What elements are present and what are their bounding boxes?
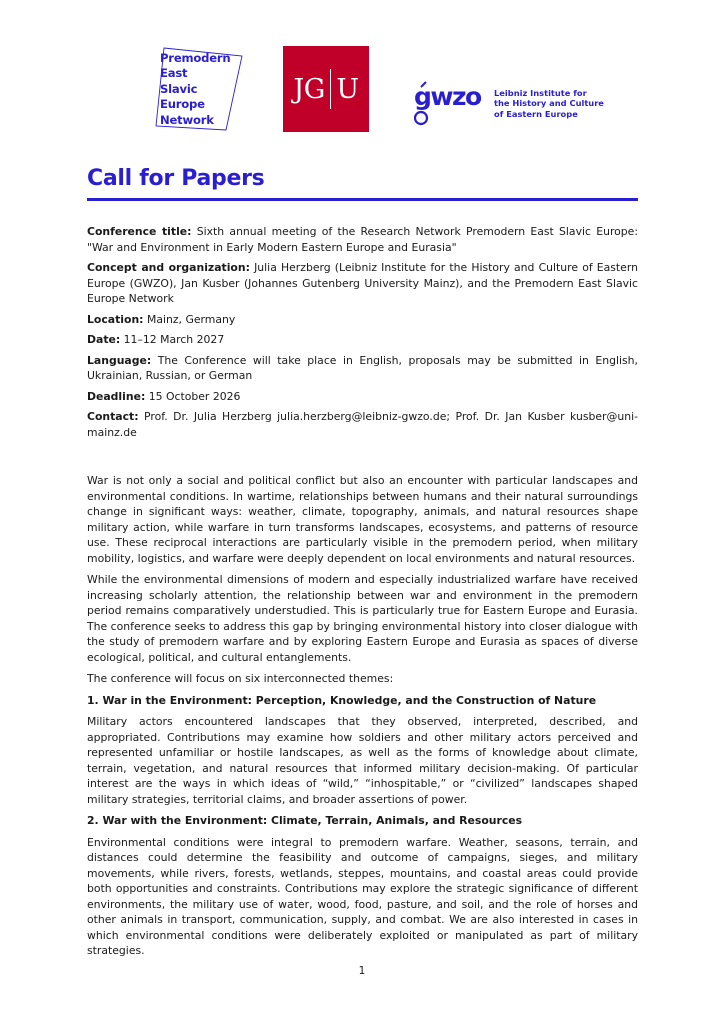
page-number: 1 [358,965,366,977]
meta-label: Contact: [87,410,139,423]
meta-contact [87,409,638,440]
meta-value: 11–12 March 2027 [123,333,225,346]
gwzo-logo-mark-icon [414,80,492,126]
meta-value: Prof. Dr. Julia Herzberg julia.herzberg@leibniz-gwzo.de; Prof. Dr. Jan Kusber kusber@uni-mainz.de [87,410,638,439]
meta-value: Julia Herzberg (Leibniz Institute for the History and Culture of Eastern Europe (GWZO), Jan Kusber (Johannes Gutenberg University Mainz), and the Premodern East Slavic Europe Network [87,261,638,305]
title-underline [87,198,638,201]
gwzo-logo-line: the History and Culture [494,98,604,109]
meta-label: Location: [87,312,144,326]
meta-label: Date: [87,333,121,346]
meta-date [87,332,638,348]
meta-label: Concept and organization: [87,261,250,274]
logo-line: Slavic [160,81,198,96]
jgu-logo-divider [330,69,332,109]
page-title: Call for Papers [87,166,265,191]
logo-line: Network [160,112,214,127]
theme-heading: 1. War in the Environment: Perception, Knowledge, and the Construction of Nature [87,693,597,707]
body-paragraph: War is not only a social and political conflict but also an encounter with particular landscapes and environmental conditions. In wartime, relationships between humans and their natural surroundings change in significant ways: weather, climate, topography, animals, and natural resources shape military action, while warfare in turn transforms landscapes, ecosystems, and patterns of resource use. These reciprocal interactions are particularly visible in the premodern period, when military mobility, logistics, and warfare were deeply dependent on local environments and natural resources. [87,474,638,565]
jgu-logo [283,46,369,132]
logo-line: Premodern [160,51,231,65]
document-body [87,224,638,965]
svg-text:gwzo: gwzo [414,82,481,111]
meta-label: Deadline: [87,389,146,403]
theme-heading: 2. War with the Environment: Climate, Terrain, Animals, and Resources [87,814,523,827]
meta-location [87,312,638,328]
gwzo-logo-line: of Eastern Europe [494,108,578,119]
logo-line: Europe [160,97,205,112]
meta-value: Mainz, Germany [146,312,236,326]
theme-paragraph: Military actors encountered landscapes that they observed, interpreted, described, and appropriated. Contributions may examine how soldiers and other military actors perceived and represented unfamiliar or hostile landscapes, as well as the forms of knowledge about climate, terrain, vegetation, and natural resources that informed military decision-making. Of particular interest are the ways in which ideas of “wild,” “inhospitable,” or “civilized” landscapes shaped military strategies, territorial claims, and broader assertions of power. [87,715,638,806]
meta-concept-organization [87,260,638,307]
body-paragraph: While the environmental dimensions of modern and especially industrialized warfare have received increasing scholarly attention, the relationship between war and environment in the premodern period remains comparatively understudied. This is particularly true for Eastern Europe and Eurasia. The conference seeks to address this gap by bringing environmental history into closer dialogue with the study of premodern warfare and by exploring Eastern Europe and Eurasia as spaces of diverse ecological, political, and cultural entanglements. [87,573,638,664]
meta-conference-title [87,224,638,255]
meta-language [87,353,638,384]
meta-label: Conference title: [87,225,192,238]
meta-value: 15 October 2026 [148,389,241,403]
jgu-logo-right: U [336,73,359,105]
meta-label: Language: [87,353,152,367]
logo-line: East [160,66,188,81]
theme-paragraph: Environmental conditions were integral to premodern warfare. Weather, seasons, terrain, and distances could determine the feasibility and outcome of campaigns, sieges, and military movements, while rivers, forests, wetlands, steppes, mountains, and coastal areas could provide both opportunities and constraints. Contributions may explore the strategic significance of different environments, the military use of water, wood, food, pasture, and soil, and the role of horses and other animals in transport, communication, supply, and combat. We are also interested in cases in which environmental conditions were deliberately exploited or manipulated as part of military strategies. [87,835,638,957]
gwzo-logo-line: Leibniz Institute for [494,88,587,98]
section-spacer [87,445,638,473]
meta-deadline [87,389,638,405]
gwzo-logo [414,80,614,126]
meta-value: The Conference will take place in English, proposals may be submitted in English, Ukrainian, Russian, or German [87,353,638,382]
body-paragraph: The conference will focus on six interconnected themes: [87,672,394,685]
meta-value: Sixth annual meeting of the Research Network Premodern East Slavic Europe: "War and Environment in Early Modern Eastern Europe and Eurasia" [87,225,639,254]
premodern-east-slavic-europe-network-logo [150,46,246,134]
jgu-logo-left: JG [293,73,325,105]
